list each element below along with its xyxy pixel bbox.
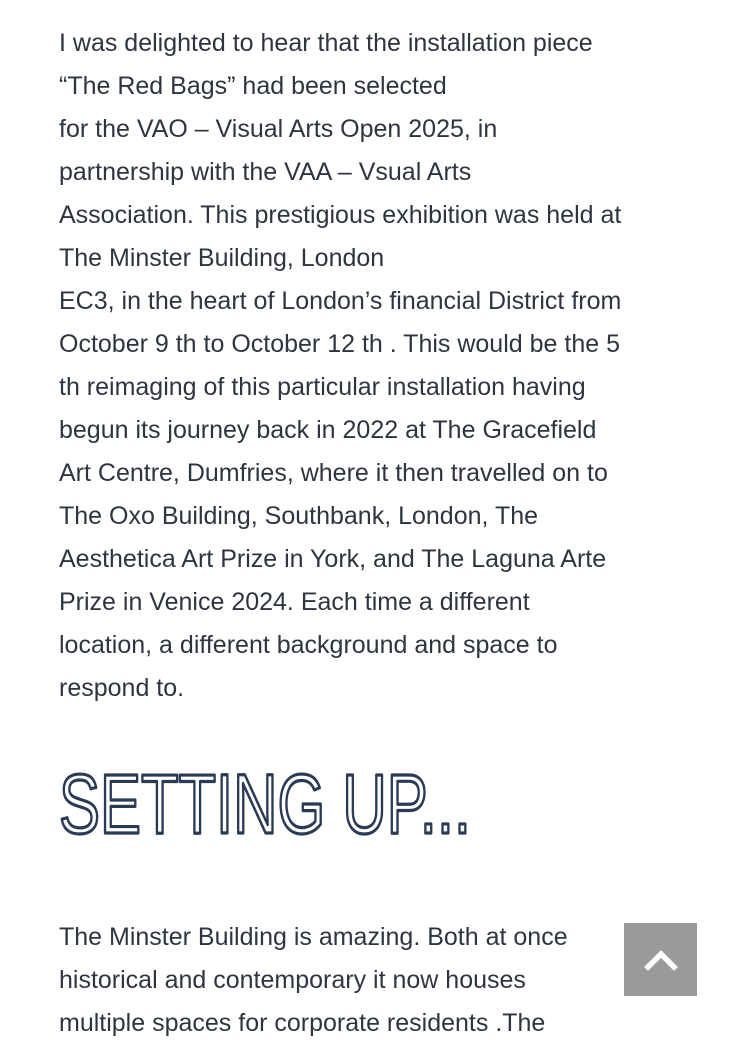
paragraph-line: Prize in Venice 2024. Each time a different: [59, 588, 530, 616]
section-paragraph: [59, 916, 699, 1045]
paragraph-line: Association. This prestigious exhibition was held at: [59, 201, 622, 229]
paragraph-line: EC3, in the heart of London’s financial District from: [59, 287, 622, 315]
back-to-top-button[interactable]: [624, 923, 697, 996]
article-body: [59, 22, 699, 1045]
paragraph-line: October 9 th to October 12 th . This would be the 5: [59, 330, 620, 358]
paragraph-line: th reimaging of this particular installation having: [59, 373, 586, 401]
paragraph-line: “The Red Bags” had been selected: [59, 72, 447, 100]
paragraph-line: The Minster Building, London: [59, 244, 385, 272]
section-heading-text: SETTING UP...: [59, 757, 471, 851]
paragraph-line: The Minster Building is amazing. Both at once: [59, 923, 568, 951]
paragraph-line: partnership with the VAA – Vsual Arts: [59, 158, 472, 186]
paragraph-line: I was delighted to hear that the installation piece: [59, 29, 593, 57]
paragraph-line: multiple spaces for corporate residents .The: [59, 1009, 546, 1037]
section-heading: [59, 757, 699, 871]
paragraph-line: for the VAO – Visual Arts Open 2025, in: [59, 115, 498, 143]
section-heading-graphic: [59, 757, 479, 851]
chevron-up-icon: [644, 949, 678, 971]
paragraph-line: location, a different background and space to: [59, 631, 558, 659]
paragraph-line: Art Centre, Dumfries, where it then travelled on to: [59, 459, 608, 487]
paragraph-line: The Oxo Building, Southbank, London, The: [59, 502, 539, 530]
intro-paragraph: [59, 22, 699, 710]
paragraph-line: begun its journey back in 2022 at The Gracefield: [59, 416, 597, 444]
paragraph-line: respond to.: [59, 674, 185, 702]
paragraph-line: Aesthetica Art Prize in York, and The Laguna Arte: [59, 545, 607, 573]
paragraph-line: historical and contemporary it now houses: [59, 966, 526, 994]
